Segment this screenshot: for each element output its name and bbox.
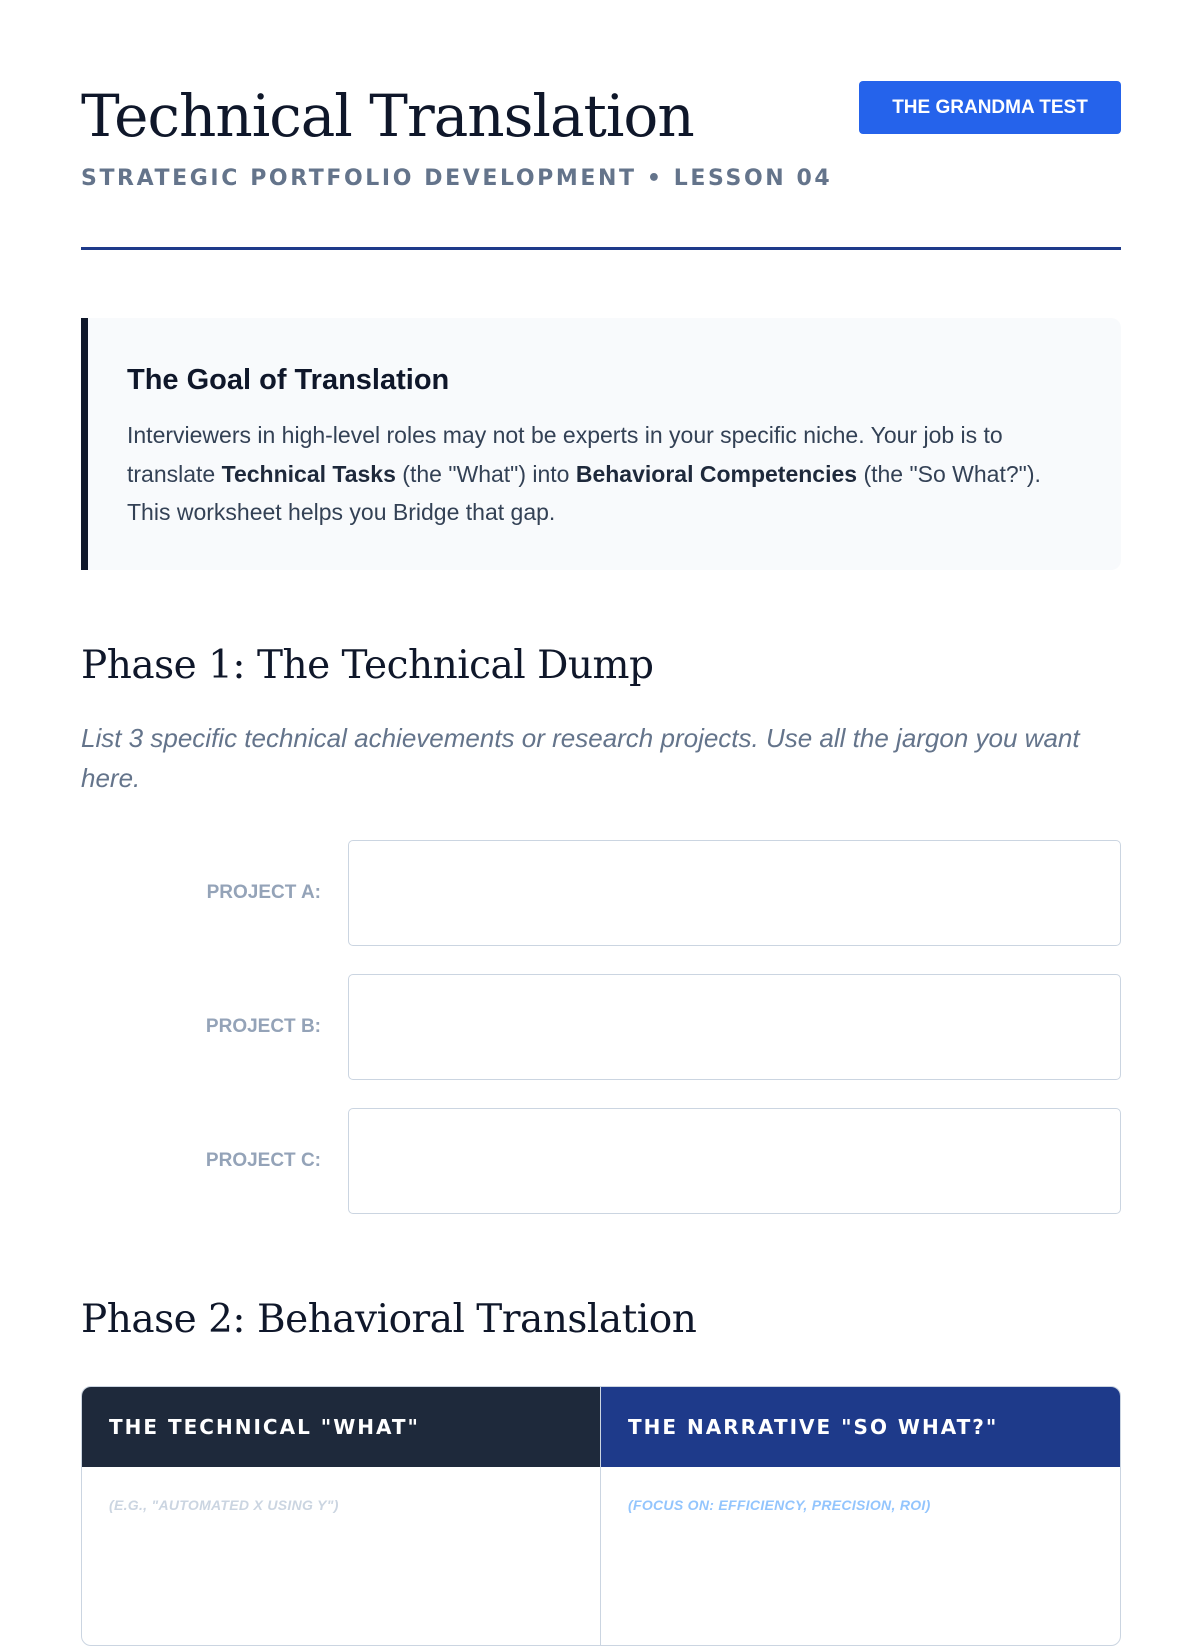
project-c-label: PROJECT C: — [205, 1150, 321, 1171]
goal-text-part-2: (the "What") into — [395, 460, 576, 487]
phase1-title: Phase 1: The Technical Dump — [81, 643, 654, 688]
project-c-input[interactable] — [348, 1108, 1121, 1214]
goal-bold-behavioral-competencies: Behavioral Competencies — [575, 460, 858, 487]
project-b-label: PROJECT B: — [205, 1016, 321, 1037]
phase2-title: Phase 2: Behavioral Translation — [81, 1297, 697, 1342]
goal-heading: The Goal of Translation — [127, 364, 450, 396]
project-a-row — [81, 840, 1121, 946]
technical-what-column — [82, 1387, 601, 1645]
page-subtitle: STRATEGIC PORTFOLIO DEVELOPMENT • LESSON 04 — [81, 166, 833, 191]
project-b-input[interactable] — [348, 974, 1121, 1080]
project-c-row — [81, 1108, 1121, 1214]
translation-table — [81, 1386, 1121, 1646]
goal-callout — [81, 318, 1121, 570]
goal-text-part-1: Interviewers in high-level roles may not be experts in your specific niche. Your job is to translate — [127, 422, 1003, 487]
narrative-so-what-hint: (FOCUS ON: EFFICIENCY, PRECISION, ROI) — [628, 1497, 931, 1513]
technical-what-hint: (E.G., "AUTOMATED X USING Y") — [109, 1497, 339, 1513]
page-header — [81, 0, 1121, 250]
project-a-input[interactable] — [348, 840, 1121, 946]
goal-bold-technical-tasks: Technical Tasks — [221, 460, 396, 487]
project-a-label: PROJECT A: — [206, 882, 321, 903]
page-title: Technical Translation — [81, 82, 694, 150]
narrative-so-what-column — [601, 1387, 1121, 1645]
grandma-test-button[interactable]: THE GRANDMA TEST — [859, 81, 1121, 134]
goal-text — [127, 416, 1061, 532]
phase1-description: List 3 specific technical achievements or research projects. Use all the jargon you want here. — [81, 723, 1080, 793]
technical-what-header: THE TECHNICAL "WHAT" — [82, 1387, 600, 1467]
narrative-so-what-header: THE NARRATIVE "SO WHAT?" — [601, 1387, 1121, 1467]
goal-text-part-3: (the "So What?"). This worksheet helps you Bridge that gap. — [127, 460, 1041, 525]
project-b-row — [81, 974, 1121, 1080]
worksheet-page — [81, 0, 1121, 1513]
